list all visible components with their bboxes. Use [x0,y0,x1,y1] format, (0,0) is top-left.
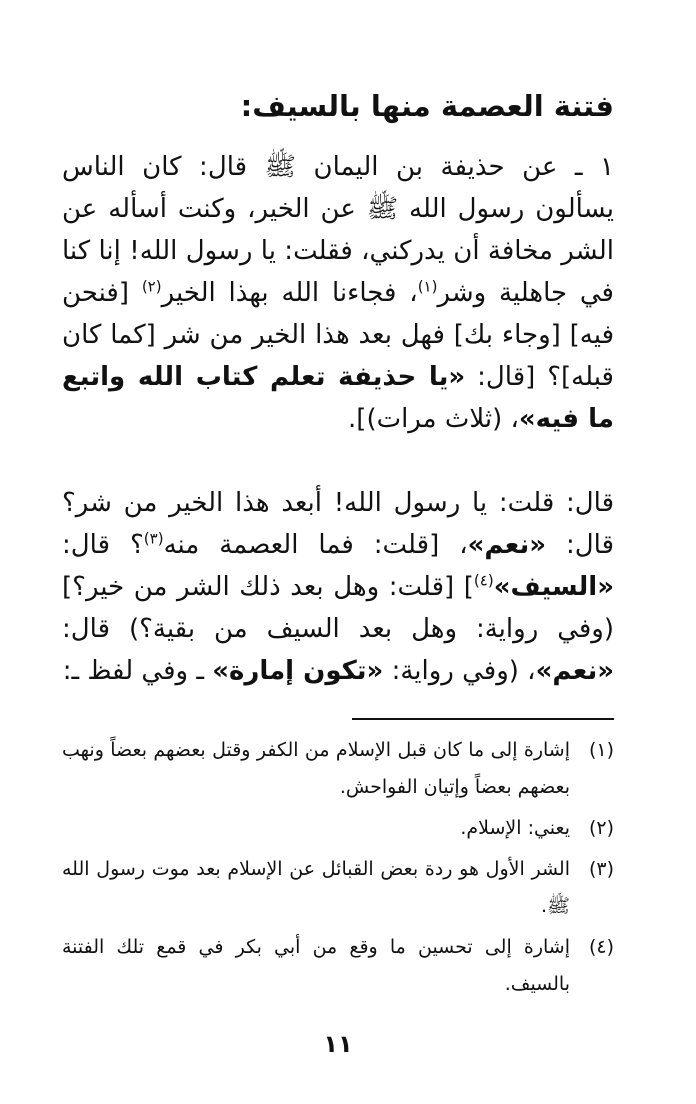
footnote-text: الشر الأول هو ردة بعض القبائل عن الإسلام بعد موت رسول الله ﷺ. [62,858,570,917]
footnote-text: إشارة إلى ما كان قبل الإسلام من الكفر وقتل بعضهم بعضاً ونهب بعضهم بعضاً وإتيان الفواحش. [62,739,570,798]
para2-quote-naam-1: «نعم» [467,530,547,560]
para2-quote-sword: «السيف» [493,572,614,602]
footnote-item-2 [62,810,614,847]
footnote-ref-4[interactable]: (٤) [473,571,494,590]
para1-text-3: [فنحن فيه] [وجاء بك] فهل بعد هذا الخير من شر [كما كان قبله]؟ [قال: [62,278,614,392]
para2-text-2: ، [قلت: فما العصمة منه [163,530,468,560]
footnote-item-4 [62,929,614,1003]
footnote-text: إشارة إلى تحسين ما وقع من أبي بكر في قمع تلك الفتنة بالسيف. [62,936,570,995]
footnote-text: يعني: الإسلام. [460,817,570,839]
section-heading: فتنة العصمة منها بالسيف: [240,89,614,123]
footnotes-section [62,732,614,1007]
para2-text-1: قال: قلت: يا رسول الله! أبعد هذا الخير من شر؟ قال: [62,488,614,560]
footnote-ref-1[interactable]: (١) [417,277,438,296]
para2-quote-imara: «تكون إمارة» [212,656,384,686]
para1-text-1: ١ ـ عن حذيفة بن اليمان ﷺ قال: كان الناس يسألون رسول الله ﷺ عن الخير، وكنت أسأله عن الشر مخافة أن يدركني، فقلت: يا رسول الله! إنا كنا في جاهلية وشر [62,152,614,308]
footnote-number: (٤) [588,936,614,958]
para2-text-4: ] [قلت: وهل بعد ذلك الشر من خير؟] (وفي رواية: وهل بعد السيف من بقية؟) قال: [62,572,614,644]
footnote-number: (٣) [588,858,614,880]
footnote-item-1 [62,732,614,806]
footnote-divider [352,718,614,720]
para1-quote-bold: «يا حذيفة تعلم كتاب الله واتبع ما فيه» [62,362,614,434]
book-page [62,76,614,1064]
para1-text-4: ، (ثلاث مرات)]. [348,404,519,434]
page-number: ١١ [323,1030,353,1058]
para2-text-6: ـ وفي لفظ ـ: [62,656,213,686]
para2-text-3: ؟ قال: [62,530,144,560]
footnote-item-3 [62,851,614,925]
para2-quote-naam-2: «نعم» [535,656,614,686]
para1-text-2: ، فجاءنا الله بهذا الخير [161,278,418,308]
footnote-ref-3[interactable]: (٣) [143,529,164,548]
hadith-paragraph-2 [62,482,614,692]
para2-text-5: ، (وفي رواية: [383,656,536,686]
footnote-number: (٢) [588,817,614,839]
hadith-paragraph-1 [62,146,614,440]
footnote-number: (١) [588,739,614,761]
footnote-ref-2[interactable]: (٢) [141,277,162,296]
